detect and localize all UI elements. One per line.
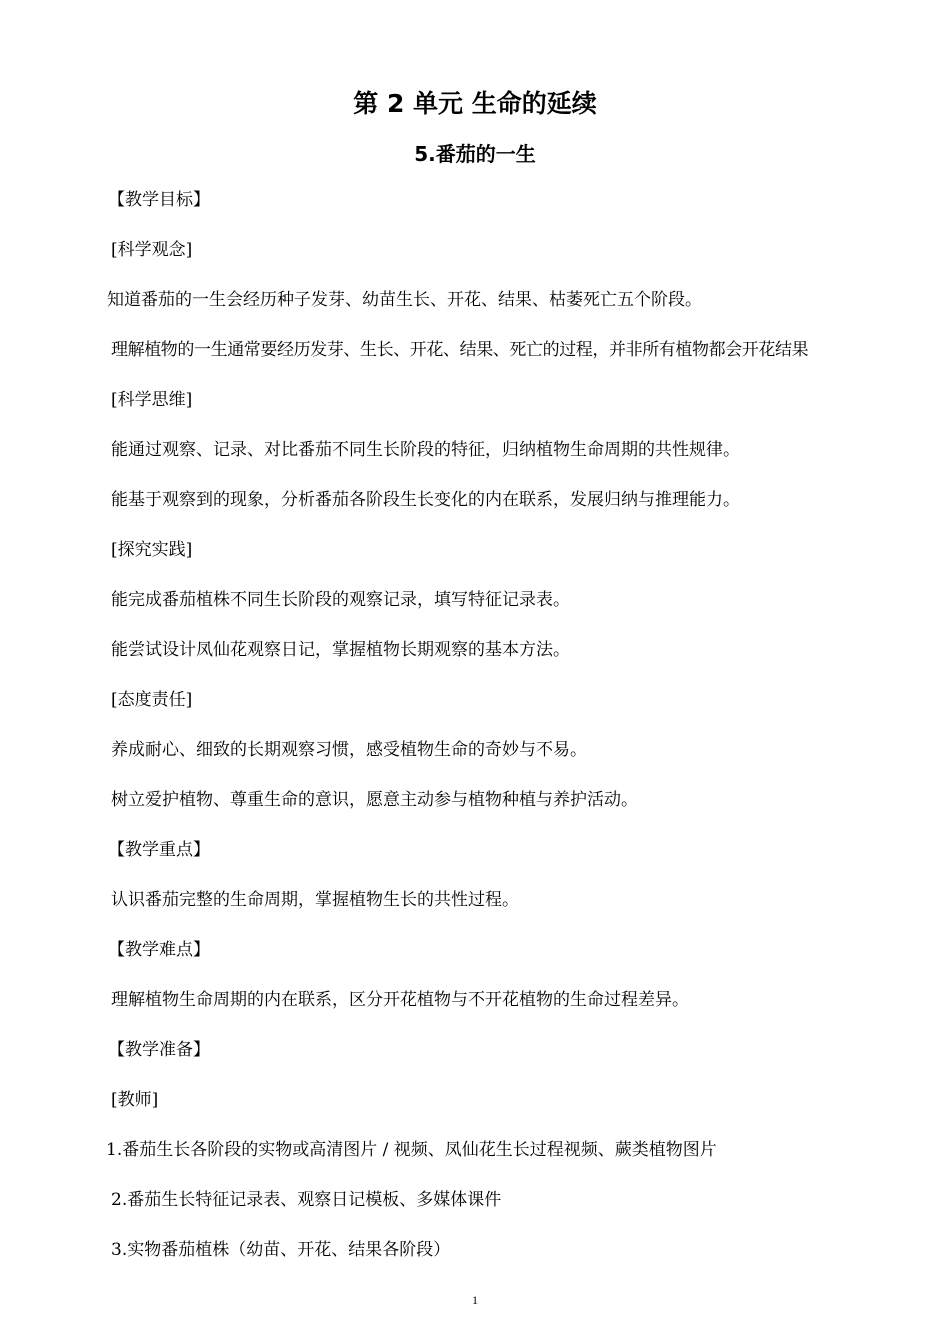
paragraph-line: 知道番茄的一生会经历种子发芽、幼苗生长、开花、结果、枯萎死亡五个阶段。 (107, 290, 702, 310)
section-heading-difficulties: 【教学难点】 (108, 940, 210, 960)
paragraph-line: 养成耐心、细致的长期观察习惯，感受植物生命的奇妙与不易。 (111, 740, 587, 760)
paragraph-line: 理解植物的一生通常要经历发芽、生长、开花、结果、死亡的过程，并非所有植物都会开花结果 (111, 340, 809, 360)
page-number: 1 (472, 1293, 478, 1307)
subheading-scientific-thinking: [科学思维] (111, 390, 193, 410)
subheading-inquiry-practice: [探究实践] (111, 540, 193, 560)
subheading-science-concepts: [科学观念] (111, 240, 193, 260)
paragraph-line: 树立爱护植物、尊重生命的意识，愿意主动参与植物种植与养护活动。 (111, 790, 638, 810)
paragraph-line: 能通过观察、记录、对比番茄不同生长阶段的特征，归纳植物生命周期的共性规律。 (111, 440, 740, 460)
paragraph-line: 能基于观察到的现象，分析番茄各阶段生长变化的内在联系，发展归纳与推理能力。 (111, 490, 740, 510)
unit-title: 第 2 单元 生命的延续 (353, 89, 597, 118)
subheading-attitude-responsibility: [态度责任] (111, 690, 193, 710)
lesson-title: 5.番茄的一生 (414, 142, 536, 166)
list-item: 3.实物番茄植株（幼苗、开花、结果各阶段） (111, 1240, 451, 1260)
section-heading-preparation: 【教学准备】 (108, 1040, 210, 1060)
list-item: 1.番茄生长各阶段的实物或高清图片 / 视频、凤仙花生长过程视频、蕨类植物图片 (106, 1140, 717, 1160)
paragraph-line: 能尝试设计凤仙花观察日记，掌握植物长期观察的基本方法。 (111, 640, 570, 660)
list-item: 2.番茄生长特征记录表、观察日记模板、多媒体课件 (111, 1190, 502, 1210)
paragraph-line: 理解植物生命周期的内在联系，区分开花植物与不开花植物的生命过程差异。 (111, 990, 689, 1010)
subheading-teacher: [教师] (111, 1090, 159, 1110)
section-heading-key-points: 【教学重点】 (108, 840, 210, 860)
paragraph-line: 认识番茄完整的生命周期，掌握植物生长的共性过程。 (111, 890, 519, 910)
paragraph-line: 能完成番茄植株不同生长阶段的观察记录，填写特征记录表。 (111, 590, 570, 610)
section-heading-teaching-goals: 【教学目标】 (108, 190, 210, 210)
